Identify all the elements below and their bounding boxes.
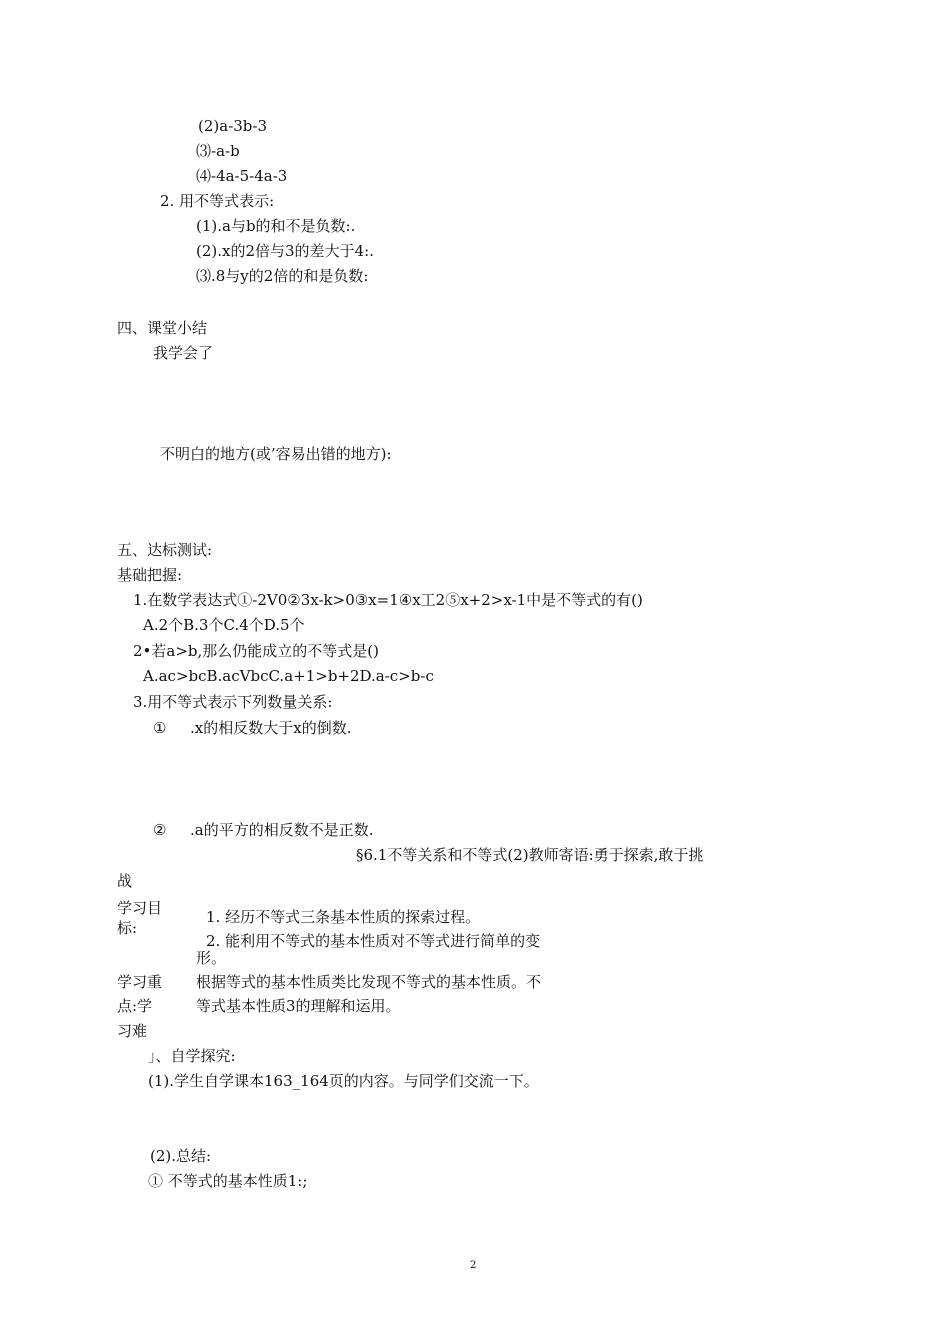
section-4-heading: 四、课堂小结 <box>117 319 208 337</box>
self-study-item-1: (1).学生自学课本163_164页的内容。与同学们交流一下。 <box>148 1072 539 1090</box>
section-4-learned: 我学会了 <box>153 344 214 362</box>
goal-2: 2. 能利用不等式的基本性质对不等式进行简单的变 <box>206 932 541 950</box>
question-2-sub-2: (2).x的2倍与3的差大于4:. <box>196 242 374 260</box>
lesson-title: §6.1不等关系和不等式(2)教师寄语:勇于探索,敢于挑 <box>356 846 704 864</box>
key-label-line-2: 点:学 <box>117 997 153 1015</box>
key-label-line-1: 学习重 <box>117 973 163 991</box>
difficult-points-text: 等式基本性质3的理解和运用。 <box>196 997 401 1015</box>
section-5-heading: 五、达标测试: <box>117 541 213 559</box>
self-study-heading: 」、自学探究: <box>148 1047 236 1065</box>
section-4-unclear: 不明白的地方(或’容易出错的地方): <box>160 445 392 463</box>
key-label-line-3: 习难 <box>117 1022 148 1040</box>
item-4: ⑷-4a-5-4a-3 <box>196 167 288 185</box>
self-study-item-2: (2).总结: <box>150 1147 212 1165</box>
question-2-sub-1: (1).a与b的和不是负数:. <box>196 217 356 235</box>
item-3: ⑶-a-b <box>196 142 240 160</box>
section-5-basic: 基础把握: <box>117 566 183 584</box>
test-question-1-options: A.2个B.3个C.4个D.5个 <box>143 616 305 634</box>
goal-label-line-1: 学习目 <box>117 899 163 917</box>
page-number: 2 <box>470 1260 477 1271</box>
lesson-title-wrap: 战 <box>117 872 133 890</box>
test-question-3b-marker: ② <box>153 821 167 839</box>
goal-1: 1. 经历不等式三条基本性质的探索过程。 <box>206 908 481 926</box>
key-points-text: 根据等式的基本性质类比发现不等式的基本性质。不 <box>196 973 542 991</box>
question-2-sub-3: ⑶.8与y的2倍的和是负数: <box>196 267 369 285</box>
property-1: ① 不等式的基本性质1:; <box>148 1172 308 1190</box>
test-question-3b: .a的平方的相反数不是正数. <box>190 821 374 839</box>
question-2-title: 2. 用不等式表示: <box>160 192 275 210</box>
test-question-3a: .x的相反数大于x的倒数. <box>190 719 352 737</box>
goal-label-line-2: 标: <box>117 919 138 937</box>
item-2: (2)a-3b-3 <box>198 117 268 135</box>
test-question-2-options: A.ac>bcB.acVbcC.a+1>b+2D.a-c>b-c <box>143 667 434 685</box>
goal-2-wrap: 形。 <box>196 949 227 967</box>
test-question-1: 1.在数学表达式①-2V0②3x-k>0③x=1④x工2⑤x+2>x-1中是不等式的有() <box>133 591 643 609</box>
test-question-2: 2•若a>b,那么仍能成立的不等式是() <box>133 642 379 660</box>
test-question-3: 3.用不等式表示下列数量关系: <box>133 693 333 711</box>
test-question-3a-marker: ① <box>153 719 167 737</box>
